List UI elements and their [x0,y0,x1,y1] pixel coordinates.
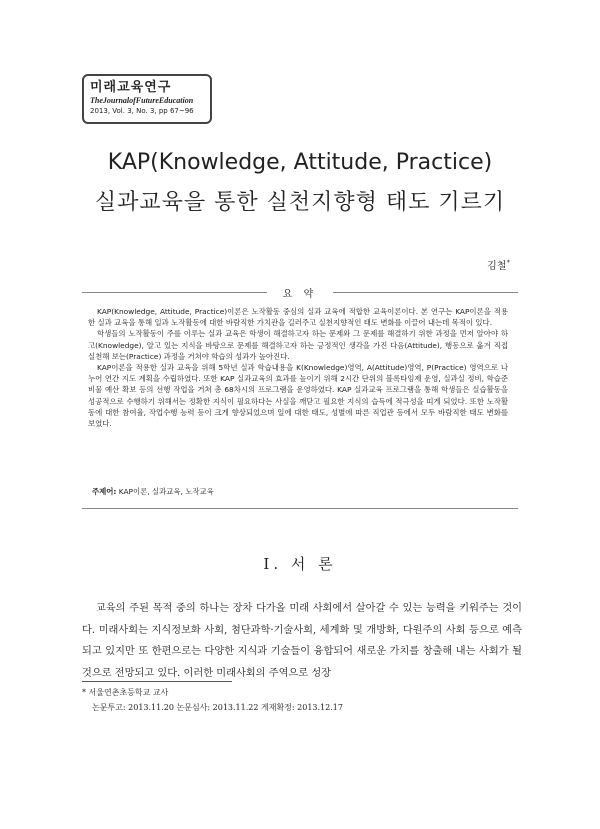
author-name: 김철 [487,261,507,272]
journal-badge [82,74,212,124]
abstract-paragraph: KAP이론을 적용한 실과 교육을 위해 5학년 실과 학습내용을 K(Knowledge)영역, A(Attitude)영역, P(Practice) 영역으로 나누어 연간 지도 계획을 수립하였다. 또한 KAP 실과교육의 효과를 높이기 위해 2시간 단위의 블록타임제 운영, 실과실 정비, 학습준비물 예산 확보 등의 선행 작업을 거쳐 총 68차시의 프로그램을 운영하였다. KAP 실과교육 프로그램을 통해 학생들은 실습활동을 성공적으로 수행하기 위해서는 정확한 지식이 필요하다는 사실을 깨닫고 필요한 지식의 습득에 적극성을 띠게 되었다. 또한 노작활동에 대한 참여율, 작업수행 능력 등이 크게 향상되었으며 일에 대한 태도, 성별에 따른 직업관 등에서 모두 바람직한 태도 변화를 보였다. [88,363,508,429]
footnote-dates: 논문투고: 2013.11.20 논문심사: 2013.11.22 게재확정: 2013.12.17 [92,703,343,712]
keywords-label: 주제어: [92,487,117,496]
body-paragraph: 교육의 주된 목적 중의 하나는 장차 다가올 미래 사회에서 살아갈 수 있는 능력을 키워주는 것이다. 미래사회는 지식정보화 사회, 첨단과학·기술사회, 세계화 및 개방화, 다원주의 사회 등으로 예측되고 있지만 또 한편으로는 다양한 지식과 기술들이 융합되어 새로운 가치를 창출해 내는 사회가 될 것으로 전망되고 있다. 이러한 미래사회의 주역으로 성장 [82,603,522,679]
abstract-paragraph: KAP(Knowledge, Attitude, Practice)이론은 노작활동 중심의 실과 교육에 적합한 교육이론이다. 본 연구는 KAP이론을 적용한 실과 교육을 통해 일과 노작활동에 대한 바람직한 가치관을 길러주고 실천지향적인 태도 변화를 이끌어 내는데 목적이 있다. [88,307,508,328]
journal-name-kr: 미래교육연구 [90,80,172,95]
journal-volume-info: 2013, Vol. 3, No. 3, pp 67~96 [90,107,194,115]
abstract-body [88,306,508,429]
keywords-value: KAP이론, 실과교육, 노작교육 [118,487,214,496]
section-title: Ⅰ. 서 론 [263,555,337,573]
divider [82,508,518,509]
author [487,257,510,272]
footnote-divider [82,681,232,682]
journal-name-en: TheJournalofFutureEducation [90,96,194,105]
paper-title-line2: 실과교육을 통한 실천지향형 태도 기르기 [94,190,506,215]
paper-title-line1: KAP(Knowledge, Attitude, Practice) [107,150,493,175]
abstract-paragraph: 학생들의 노작활동이 주를 이루는 실과 교육은 학생이 해결하고자 하는 문제와 그 문제를 해결하기 위한 과정을 먼저 알아야 하고(Knowledge), 알고 있는 지식을 바탕으로 문제를 해결하고자 하는 긍정적인 생각을 가진 다음(Attitude), 행동으로 옮겨 직접 실천해 보는(Practice) 과정을 거쳐야 학습의 성과가 높아진다. [88,329,508,361]
abstract-heading [82,285,518,299]
author-footnote-mark: * [506,258,510,267]
footnote-affiliation: * 서울연촌초등학교 교사 [82,688,169,697]
body-text [82,598,522,684]
keywords [92,486,214,497]
divider [333,292,518,293]
abstract-heading-text: 요 약 [282,289,318,300]
